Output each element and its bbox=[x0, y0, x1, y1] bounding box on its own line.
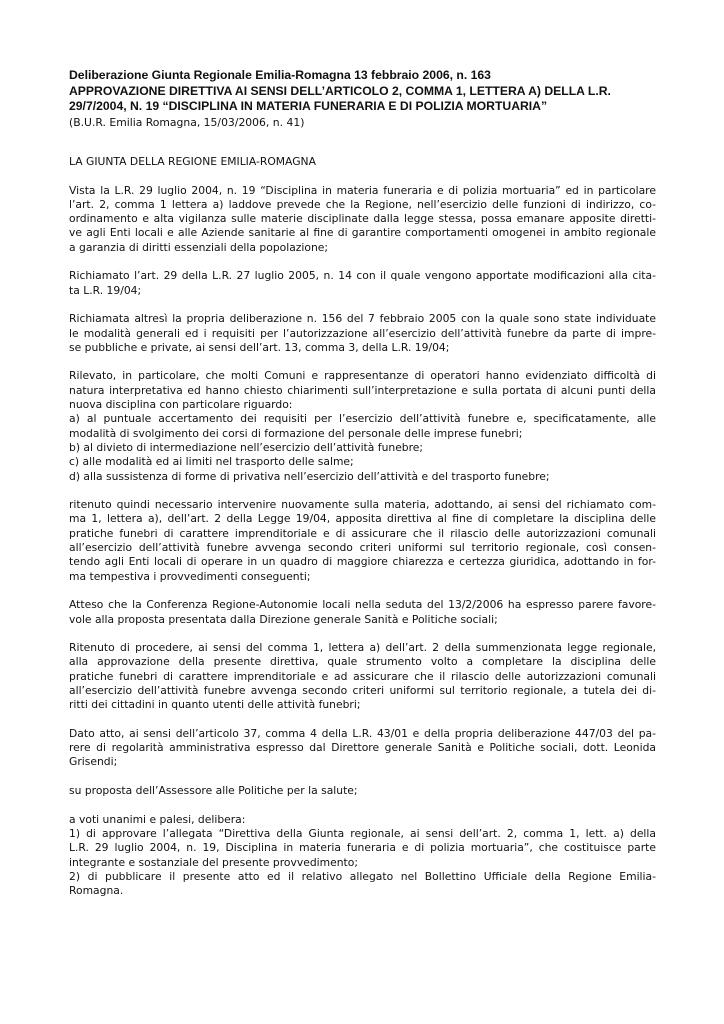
paragraph-line: Atteso che la Conferenza Regione-Autonomie locali nella seduta del 13/2/2006 ha espresso parere favore- bbox=[69, 598, 656, 612]
publication-source: (B.U.R. Emilia Romagna, 15/03/2006, n. 41) bbox=[69, 115, 305, 129]
paragraph-line: Romagna. bbox=[69, 884, 124, 898]
paragraph-line: a voti unanimi e palesi, delibera: bbox=[69, 812, 246, 826]
paragraph-line: pratiche funebri di carattere imprenditoriale e ad assicurare che il rilascio delle autorizzazioni comunali bbox=[69, 669, 656, 683]
paragraph-line: su proposta dell’Assessore alle Politiche per la salute; bbox=[69, 784, 358, 798]
document-page bbox=[69, 68, 656, 913]
paragraph bbox=[69, 727, 656, 770]
document-title bbox=[69, 68, 656, 115]
paragraph-line: Ritenuto di procedere, ai sensi del comma 1, lettera a) dell’art. 2 della summenzionata legge regionale, bbox=[69, 641, 656, 655]
paragraph-line: ta L.R. 19/04; bbox=[69, 283, 142, 297]
paragraph bbox=[69, 598, 656, 627]
paragraph bbox=[69, 813, 656, 899]
paragraph-line: a garanzia di diritti essenziali della popolazione; bbox=[69, 240, 329, 254]
paragraph-line: ritenuto quindi necessario intervenire nuovamente sulla materia, adottando, ai sensi del richiamato com- bbox=[69, 498, 656, 512]
paragraph-line: all’esercizio dell’attività funebre avvenga secondo criteri uniformi sul territorio regionale, a tutela dei di- bbox=[69, 683, 656, 697]
paragraph-line: pratiche funebri di carattere imprenditoriale e di assicurare che il rilascio delle autorizzazioni comunali bbox=[69, 526, 656, 540]
paragraph-line: alla approvazione della presente direttiva, quale strumento volto a completare la disciplina delle bbox=[69, 655, 656, 669]
paragraph-line: ma tempestiva i provvedimenti conseguenti; bbox=[69, 569, 311, 583]
paragraph-line: le modalità generali ed i requisiti per l’autorizzazione all’esercizio dell’attività funebre da parte di impre- bbox=[69, 326, 656, 340]
paragraph bbox=[69, 498, 656, 584]
paragraph-line: ordinamento e alta vigilanza sulle materie disciplinate dalla legge stessa, possa emanare apposite diretti- bbox=[69, 212, 656, 226]
paragraph-line: a) al puntuale accertamento dei requisiti per l’esercizio dell’attività funebre e, specificatamente, alle bbox=[69, 412, 656, 426]
paragraph-line: se pubbliche e private, ai sensi dell’art. 13, comma 3, della L.R. 19/04; bbox=[69, 340, 450, 354]
paragraph-line: vole alla proposta presentata dalla Direzione generale Sanità e Politiche sociali; bbox=[69, 612, 498, 626]
paragraph-line: b) al divieto di intermediazione nell’esercizio dell’attività funebre; bbox=[69, 440, 424, 454]
paragraph bbox=[69, 155, 656, 169]
paragraph-line: Richiamato l’art. 29 della L.R. 27 luglio 2005, n. 14 con il quale vengono apportate modificazioni alla cita- bbox=[69, 269, 656, 283]
paragraph bbox=[69, 641, 656, 712]
paragraph-line: Rilevato, in particolare, che molti Comuni e rappresentanze di operatori hanno evidenziato difficoltà di bbox=[69, 369, 656, 383]
paragraph-line: rere di regolarità amministrativa espresso dal Direttore generale Sanità e Politiche sociali, dott. Leonida bbox=[69, 741, 656, 755]
paragraph bbox=[69, 269, 656, 298]
paragraph-line: tendo agli Enti locali di operare in un quadro di maggiore chiarezza e certezza giuridica, adottando in for- bbox=[69, 555, 656, 569]
paragraph-line: ve agli Enti locali e alle Aziende sanitarie al fine di garantire comportamenti omogenei in ambito regionale bbox=[69, 226, 656, 240]
paragraph-line: l’art. 2, comma 1 lettera a) laddove prevede che la Regione, nell’esercizio delle funzioni di indirizzo, co- bbox=[69, 197, 656, 211]
paragraph-line: ritti dei cittadini in quanto utenti delle attività funebri; bbox=[69, 698, 361, 712]
title-line: Deliberazione Giunta Regionale Emilia-Romagna 13 febbraio 2006, n. 163 bbox=[69, 68, 491, 82]
paragraph bbox=[69, 369, 656, 483]
document-body bbox=[69, 155, 656, 898]
paragraph-line: Dato atto, ai sensi dell’articolo 37, comma 4 della L.R. 43/01 e della propria deliberazione 447/03 del pa- bbox=[69, 726, 656, 740]
paragraph bbox=[69, 784, 656, 798]
title-line: 29/7/2004, N. 19 “DISCIPLINA IN MATERIA FUNERARIA E DI POLIZIA MORTUARIA” bbox=[69, 99, 548, 113]
paragraph-line: Richiamata altresì la propria deliberazione n. 156 del 7 febbraio 2005 con la quale sono state individuate bbox=[69, 312, 656, 326]
paragraph-line: modalità di svolgimento dei corsi di formazione del personale delle imprese funebri; bbox=[69, 426, 523, 440]
paragraph-line: ma 1, lettera a), dell’art. 2 della Legge 19/04, apposita direttiva al fine di completare la disciplina delle bbox=[69, 512, 656, 526]
paragraph bbox=[69, 312, 656, 355]
paragraph-line: all’esercizio dell’attività funebre avvenga secondo criteri uniformi sul territorio regionale, così consen- bbox=[69, 541, 656, 555]
paragraph-line: c) alle modalità ed ai limiti nel trasporto delle salme; bbox=[69, 455, 354, 469]
paragraph-line: 1) di approvare l’allegata “Direttiva della Giunta regionale, ai sensi dell’art. 2, comma 1, lett. a) della bbox=[69, 826, 656, 840]
paragraph bbox=[69, 184, 656, 255]
paragraph-line: L.R. 29 luglio 2004, n. 19, Disciplina in materia funeraria e di polizia mortuaria”, che costituisce parte bbox=[69, 841, 656, 855]
paragraph-line: d) alla sussistenza di forme di privativa nell’esercizio dell’attività e del trasporto funebre; bbox=[69, 469, 550, 483]
paragraph-line: LA GIUNTA DELLA REGIONE EMILIA-ROMAGNA bbox=[69, 155, 316, 168]
paragraph-line: nuova disciplina con particolare riguardo: bbox=[69, 398, 293, 412]
paragraph-line: integrante e sostanziale del presente provvedimento; bbox=[69, 855, 358, 869]
paragraph-line: Grisendi; bbox=[69, 755, 118, 769]
paragraph-line: 2) di pubblicare il presente atto ed il relativo allegato nel Bollettino Ufficiale della Regione Emilia- bbox=[69, 869, 656, 883]
paragraph-line: natura interpretativa ed hanno chiesto chiarimenti sull’interpretazione e sulla portata di alcuni punti della bbox=[69, 383, 656, 397]
title-line: APPROVAZIONE DIRETTIVA AI SENSI DELL’ARTICOLO 2, COMMA 1, LETTERA A) DELLA L.R. bbox=[69, 83, 611, 98]
paragraph-line: Vista la L.R. 29 luglio 2004, n. 19 “Disciplina in materia funeraria e di polizia mortuaria” ed in particolare bbox=[69, 183, 656, 197]
